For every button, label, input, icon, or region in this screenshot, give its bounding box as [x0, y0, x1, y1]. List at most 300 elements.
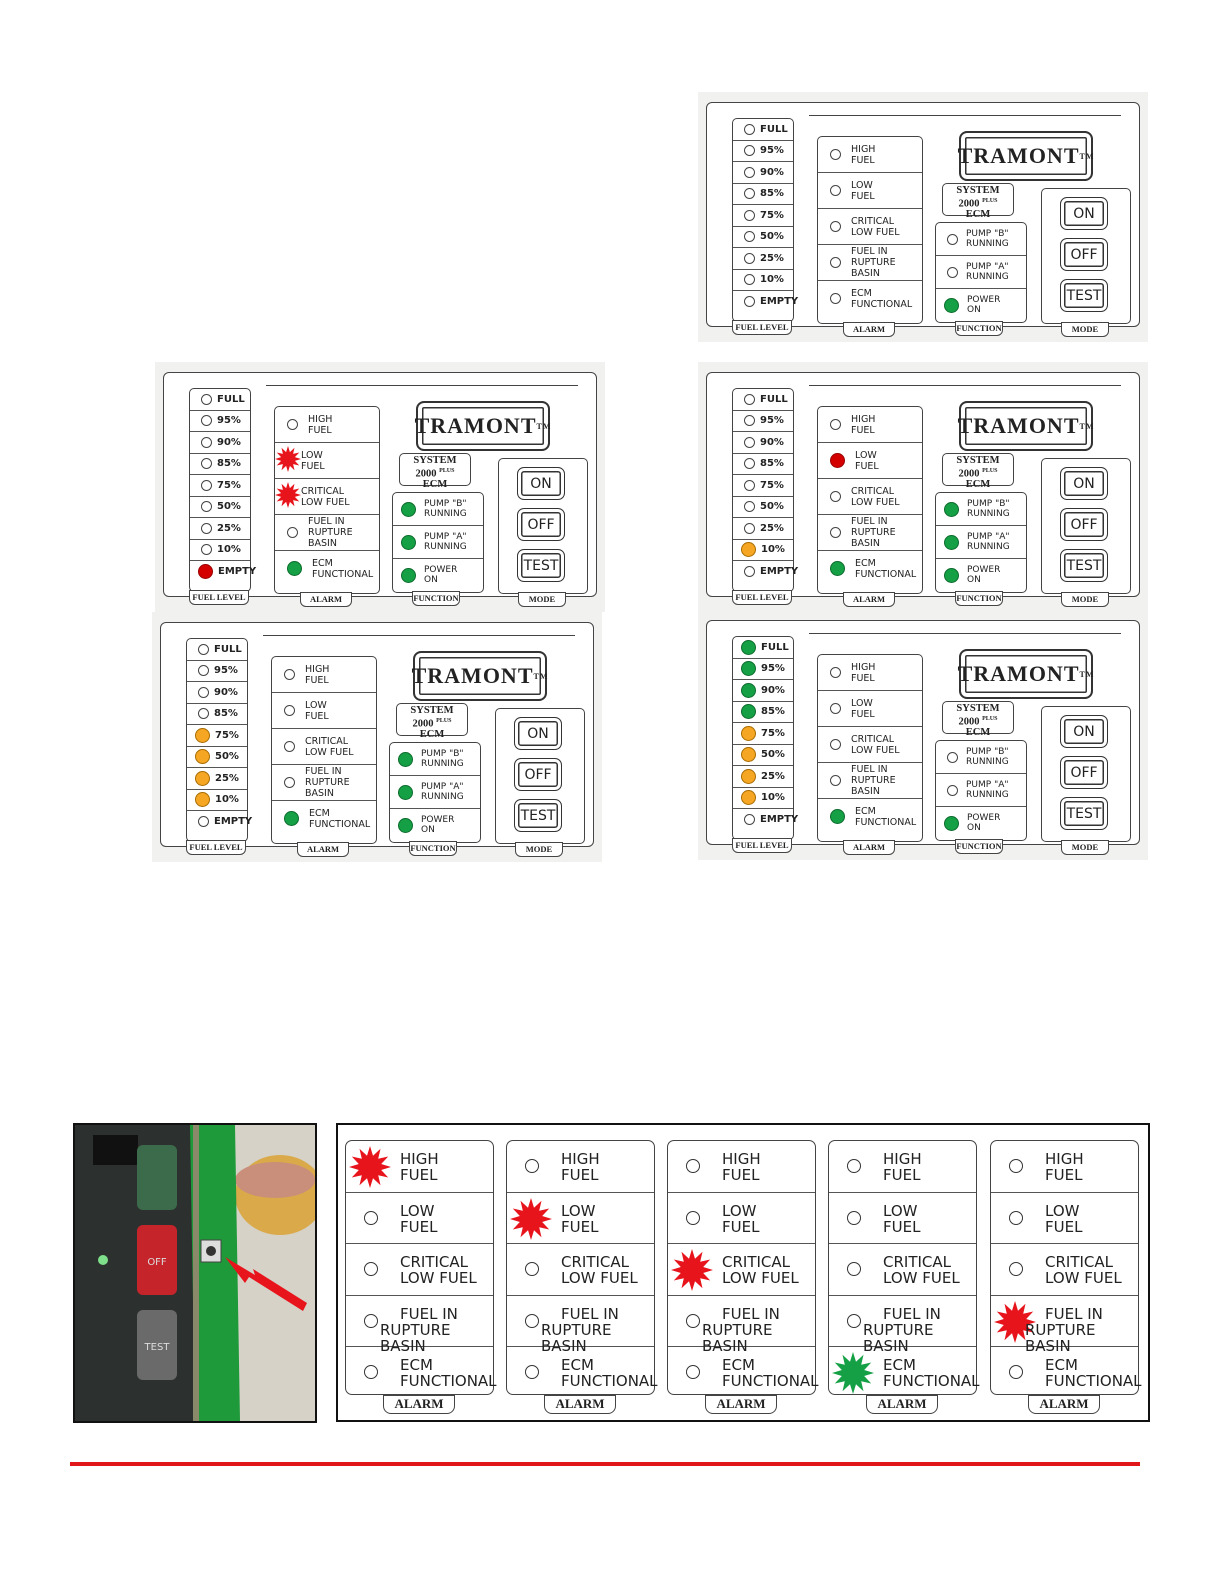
alarm-label: HIGH FUEL — [400, 1150, 439, 1184]
alarm-row — [829, 1296, 976, 1355]
fuel-level-tag: FUEL LEVEL — [186, 840, 246, 855]
function-indicator-led — [401, 502, 416, 517]
function-row — [936, 256, 1026, 289]
mode-test-button[interactable]: TEST — [1060, 549, 1108, 582]
fuel-level-label: EMPTY — [214, 815, 253, 827]
system-badge: SYSTEM 2000 $^{PLUS}$ ECM — [399, 453, 471, 486]
alarm-column — [271, 656, 377, 844]
alarm-label: LOW FUEL — [400, 1201, 438, 1236]
fuel-indicator-led — [744, 566, 755, 577]
fuel-indicator-led — [744, 167, 755, 178]
fuel-level-label: 90% — [217, 436, 241, 448]
alarm-row — [668, 1193, 815, 1245]
fuel-level-row — [733, 766, 793, 788]
fuel-level-row — [733, 119, 793, 141]
alarm-label: HIGH FUEL — [305, 663, 330, 686]
fuel-indicator-led — [198, 708, 209, 719]
function-row — [936, 741, 1026, 774]
mode-test-button[interactable]: TEST — [517, 549, 565, 582]
alarm-row — [818, 727, 922, 763]
function-indicator-led — [401, 535, 416, 550]
fuel-level-label: 25% — [760, 252, 784, 264]
alarm-row — [829, 1347, 980, 1398]
alarm-row — [507, 1296, 654, 1355]
fuel-level-label: 10% — [761, 792, 785, 804]
fuel-indicator-led — [198, 564, 213, 579]
function-indicator-led — [947, 785, 958, 796]
alarm-row — [507, 1244, 654, 1296]
alarm-tag: ALARM — [297, 842, 349, 857]
fuel-level-label: 50% — [215, 751, 239, 763]
function-label: PUMP "A" RUNNING — [966, 262, 1009, 282]
alarm-tag: ALARM — [843, 592, 895, 607]
fuel-indicator-led — [744, 124, 755, 135]
alarm-row — [275, 515, 379, 551]
fuel-level-row — [187, 682, 247, 704]
alarm-label: FUEL IN RUPTURE BASIN — [851, 246, 896, 279]
fuel-level-row — [187, 790, 247, 812]
alarm-row — [818, 799, 922, 834]
fuel-indicator-led — [741, 726, 756, 741]
alarm-row — [818, 479, 922, 515]
fuel-level-label: 50% — [760, 501, 784, 513]
fuel-indicator-led — [195, 771, 210, 786]
function-indicator-led — [398, 818, 413, 833]
alarm-label: FUEL IN RUPTURE BASIN — [702, 1304, 780, 1355]
alarm-tag: ALARM — [843, 322, 895, 337]
alarm-label: CRITICAL LOW FUEL — [1045, 1253, 1122, 1288]
function-row — [393, 526, 483, 559]
alarm-row — [818, 443, 922, 479]
alarm-label: CRITICAL LOW FUEL — [722, 1253, 799, 1288]
alarm-indicator-led — [830, 491, 841, 502]
fuel-level-label: 50% — [761, 749, 785, 761]
mode-on-button[interactable]: ON — [1060, 467, 1108, 500]
fuel-level-row — [187, 661, 247, 683]
function-label: PUMP "A" RUNNING — [967, 532, 1010, 552]
alarm-row — [818, 515, 922, 551]
alarm-sequence-strip — [336, 1123, 1150, 1422]
function-label: PUMP "B" RUNNING — [421, 749, 464, 769]
alarm-label: FUEL IN RUPTURE BASIN — [380, 1304, 458, 1355]
fuel-level-tag: FUEL LEVEL — [732, 838, 792, 853]
fuel-level-row — [187, 704, 247, 726]
alarm-row — [818, 551, 922, 586]
fuel-level-label: 10% — [761, 544, 785, 556]
fuel-level-label: 90% — [761, 684, 785, 696]
fuel-level-row — [733, 745, 793, 767]
fuel-level-row — [733, 809, 799, 830]
control-panel-bottom-left — [152, 612, 602, 862]
alarm-label: CRITICAL LOW FUEL — [301, 485, 350, 508]
mode-column — [1041, 188, 1131, 324]
fuel-level-row — [733, 540, 793, 562]
mode-off-button[interactable]: OFF — [517, 508, 565, 541]
fuel-indicator-led — [198, 665, 209, 676]
alarm-indicator-led — [287, 561, 302, 576]
fuel-level-row — [733, 497, 793, 519]
fuel-level-row — [190, 497, 250, 519]
fuel-indicator-led — [198, 687, 209, 698]
fuel-level-label: 10% — [215, 794, 239, 806]
tramont-logo: TRAMONT TM — [416, 401, 550, 451]
alarm-label: ECM FUNCTIONAL — [883, 1356, 980, 1391]
alarm-indicator-ring — [525, 1365, 539, 1379]
mode-test-button[interactable]: TEST — [514, 799, 562, 832]
alarm-row — [346, 1141, 493, 1193]
mode-column — [1041, 706, 1131, 842]
fuel-indicator-led — [744, 296, 755, 307]
mode-tag: MODE — [518, 592, 566, 607]
alarm-indicator-led — [830, 221, 841, 232]
function-indicator-led — [947, 234, 958, 245]
fuel-level-label: EMPTY — [760, 295, 799, 307]
alarm-row — [818, 691, 922, 727]
fuel-indicator-led — [201, 523, 212, 534]
fuel-level-row — [190, 518, 250, 540]
alarm-flash-icon — [671, 1249, 713, 1294]
function-tag: FUNCTION — [409, 841, 457, 856]
fuel-level-label: 25% — [217, 522, 241, 534]
alarm-label: HIGH FUEL — [851, 413, 876, 436]
alarm-tag: ALARM — [705, 1395, 777, 1414]
alarm-row — [507, 1347, 658, 1398]
alarm-label: CRITICAL LOW FUEL — [883, 1253, 960, 1288]
function-row — [936, 289, 1026, 321]
fuel-level-row — [733, 270, 793, 292]
alarm-label: FUEL IN RUPTURE BASIN — [1025, 1304, 1103, 1355]
alarm-label: HIGH FUEL — [883, 1150, 922, 1184]
function-column — [935, 222, 1027, 323]
fuel-level-label: 85% — [217, 458, 241, 470]
panel-frame — [706, 372, 1140, 604]
mode-column — [498, 458, 588, 594]
function-label: PUMP "B" RUNNING — [966, 229, 1009, 249]
fuel-level-row — [733, 637, 793, 659]
function-indicator-led — [947, 752, 958, 763]
alarm-label: HIGH FUEL — [561, 1150, 600, 1184]
function-indicator-led — [944, 816, 959, 831]
fuel-level-label: 95% — [217, 415, 241, 427]
alarm-indicator-ring — [364, 1262, 378, 1276]
alarm-indicator-led — [830, 185, 841, 196]
fuel-level-label: 90% — [760, 166, 784, 178]
alarm-indicator-ring — [364, 1314, 378, 1328]
function-indicator-led — [947, 267, 958, 278]
alarm-label: ECM FUNCTIONAL — [855, 557, 917, 580]
fuel-level-column — [186, 638, 253, 842]
alarm-tag: ALARM — [544, 1395, 616, 1414]
alarm-row — [272, 801, 376, 836]
fuel-indicator-led — [195, 728, 210, 743]
fuel-indicator-led — [741, 683, 756, 698]
alarm-label: FUEL IN RUPTURE BASIN — [541, 1304, 619, 1355]
alarm-indicator-led — [830, 293, 841, 304]
alarm-row — [818, 245, 922, 281]
function-row — [390, 743, 480, 776]
alarm-row — [829, 1244, 976, 1296]
alarm-flash-icon — [832, 1352, 874, 1397]
fuel-level-row — [733, 659, 793, 681]
fuel-level-label: 25% — [215, 772, 239, 784]
fuel-level-row — [733, 184, 793, 206]
function-row — [936, 559, 1026, 591]
alarm-label: FUEL IN RUPTURE BASIN — [305, 766, 350, 799]
alarm-indicator-led — [284, 777, 295, 788]
alarm-row — [272, 765, 376, 801]
alarm-label: LOW FUEL — [851, 179, 875, 202]
mode-tag: MODE — [1061, 322, 1109, 337]
alarm-row — [991, 1296, 1138, 1355]
alarm-indicator-led — [284, 811, 299, 826]
fuel-indicator-led — [201, 458, 212, 469]
fuel-level-label: FULL — [761, 641, 789, 653]
function-label: PUMP "B" RUNNING — [967, 499, 1010, 519]
function-label: PUMP "B" RUNNING — [966, 747, 1009, 767]
function-column — [935, 492, 1027, 593]
alarm-label: LOW FUEL — [1045, 1201, 1083, 1236]
mode-tag: MODE — [1061, 592, 1109, 607]
fuel-level-label: 95% — [761, 663, 785, 675]
fuel-level-label: 50% — [217, 501, 241, 513]
alarm-row — [829, 1193, 976, 1245]
fuel-level-label: EMPTY — [760, 565, 799, 577]
alarm-indicator-led — [830, 667, 841, 678]
fuel-level-label: 25% — [761, 770, 785, 782]
alarm-indicator-led — [830, 775, 841, 786]
system-badge: SYSTEM 2000 $^{PLUS}$ ECM — [942, 183, 1014, 216]
alarm-column — [817, 136, 923, 324]
photo-test-label: TEST — [144, 1342, 170, 1353]
footer-red-rule — [70, 1462, 1140, 1466]
system-badge: SYSTEM 2000 $^{PLUS}$ ECM — [942, 453, 1014, 486]
alarm-label: LOW FUEL — [561, 1201, 599, 1236]
fuel-indicator-led — [741, 747, 756, 762]
panel-frame — [160, 622, 594, 854]
mode-off-button[interactable]: OFF — [1060, 238, 1108, 271]
alarm-row — [818, 407, 922, 443]
alarm-indicator-led — [287, 419, 298, 430]
fuel-indicator-led — [744, 458, 755, 469]
alarm-row — [991, 1347, 1142, 1398]
function-row — [390, 809, 480, 841]
fuel-indicator-led — [744, 501, 755, 512]
alarm-indicator-ring — [686, 1211, 700, 1225]
fuel-level-label: FULL — [760, 393, 788, 405]
alarm-row — [272, 693, 376, 729]
alarm-indicator-ring — [525, 1314, 539, 1328]
alarm-state-column — [990, 1140, 1142, 1395]
alarm-indicator-ring — [847, 1314, 861, 1328]
alarm-tag: ALARM — [866, 1395, 938, 1414]
fuel-indicator-led — [741, 704, 756, 719]
alarm-label: FUEL IN RUPTURE BASIN — [863, 1304, 941, 1355]
fuel-indicator-led — [744, 231, 755, 242]
function-label: POWER ON — [424, 565, 458, 585]
mode-column — [1041, 458, 1131, 594]
fuel-level-label: 75% — [760, 479, 784, 491]
fuel-level-tag: FUEL LEVEL — [732, 590, 792, 605]
system-badge: SYSTEM 2000 $^{PLUS}$ ECM — [396, 703, 468, 736]
fuel-level-row — [190, 561, 257, 582]
alarm-label: HIGH FUEL — [851, 143, 876, 166]
function-row — [936, 526, 1026, 559]
fuel-indicator-led — [744, 814, 755, 825]
fuel-indicator-led — [198, 644, 209, 655]
fuel-level-label: 95% — [760, 145, 784, 157]
mode-tag: MODE — [1061, 840, 1109, 855]
mode-off-button[interactable]: OFF — [1060, 756, 1108, 789]
fuel-indicator-led — [741, 542, 756, 557]
fuel-indicator-led — [744, 274, 755, 285]
function-tag: FUNCTION — [955, 591, 1003, 606]
alarm-label: CRITICAL LOW FUEL — [851, 733, 900, 756]
mode-test-button[interactable]: TEST — [1060, 279, 1108, 312]
fuel-level-column — [189, 388, 257, 592]
fuel-level-row — [733, 723, 793, 745]
alarm-indicator-ring — [1009, 1365, 1023, 1379]
fuel-level-tag: FUEL LEVEL — [732, 320, 792, 335]
alarm-row — [991, 1141, 1138, 1193]
fuel-level-row — [187, 725, 247, 747]
mode-on-button[interactable]: ON — [1060, 715, 1108, 748]
function-column — [389, 742, 481, 843]
alarm-indicator-ring — [525, 1159, 539, 1173]
alarm-label: LOW FUEL — [855, 449, 879, 472]
fuel-level-label: 95% — [760, 415, 784, 427]
fuel-indicator-led — [744, 210, 755, 221]
alarm-row — [346, 1296, 493, 1355]
fuel-indicator-led — [201, 501, 212, 512]
alarm-tag: ALARM — [383, 1395, 455, 1414]
tramont-logo: TRAMONT TM — [959, 649, 1093, 699]
control-panel-top-right — [698, 92, 1148, 342]
alarm-indicator-ring — [1009, 1262, 1023, 1276]
mode-test-button[interactable]: TEST — [1060, 797, 1108, 830]
fuel-level-row — [190, 540, 250, 562]
alarm-row — [275, 443, 379, 479]
fuel-level-row — [190, 389, 250, 411]
fuel-indicator-led — [741, 769, 756, 784]
fuel-level-label: 85% — [760, 188, 784, 200]
fuel-indicator-led — [201, 437, 212, 448]
mode-off-button[interactable]: OFF — [1060, 508, 1108, 541]
alarm-state-column — [345, 1140, 497, 1395]
alarm-row — [818, 763, 922, 799]
fuel-indicator-led — [744, 253, 755, 264]
fuel-level-row — [733, 411, 793, 433]
function-row — [936, 493, 1026, 526]
alarm-row — [507, 1141, 654, 1193]
alarm-flash-icon — [510, 1198, 552, 1243]
fuel-level-label: 75% — [761, 727, 785, 739]
alarm-row — [668, 1141, 815, 1193]
function-indicator-led — [944, 298, 959, 313]
alarm-indicator-ring — [686, 1314, 700, 1328]
alarm-label: ECM FUNCTIONAL — [400, 1356, 497, 1391]
fuel-level-column — [732, 388, 799, 592]
alarm-label: FUEL IN RUPTURE BASIN — [851, 516, 896, 549]
alarm-indicator-led — [830, 453, 845, 468]
alarm-label: CRITICAL LOW FUEL — [561, 1253, 638, 1288]
fuel-level-label: 85% — [761, 706, 785, 718]
fuel-indicator-led — [198, 816, 209, 827]
fuel-level-column — [732, 118, 799, 322]
mode-column — [495, 708, 585, 844]
fuel-indicator-led — [744, 415, 755, 426]
mode-on-button[interactable]: ON — [514, 717, 562, 750]
fuel-level-row — [190, 454, 250, 476]
fuel-indicator-led — [195, 792, 210, 807]
alarm-state-column — [828, 1140, 980, 1395]
alarm-label: ECM FUNCTIONAL — [312, 557, 374, 580]
alarm-row — [272, 729, 376, 765]
fuel-level-label: 75% — [215, 729, 239, 741]
alarm-state-column — [506, 1140, 658, 1395]
fuel-indicator-led — [741, 640, 756, 655]
alarm-indicator-led — [830, 739, 841, 750]
fuel-level-row — [733, 518, 793, 540]
mode-on-button[interactable]: ON — [517, 467, 565, 500]
fuel-level-label: EMPTY — [760, 813, 799, 825]
panel-frame — [706, 102, 1140, 334]
mode-off-button[interactable]: OFF — [514, 758, 562, 791]
alarm-label: ECM FUNCTIONAL — [1045, 1356, 1142, 1391]
tramont-logo: TRAMONT TM — [959, 131, 1093, 181]
function-tag: FUNCTION — [955, 321, 1003, 336]
function-indicator-led — [944, 535, 959, 550]
fuel-level-label: 90% — [760, 436, 784, 448]
function-row — [390, 776, 480, 809]
alarm-label: CRITICAL LOW FUEL — [400, 1253, 477, 1288]
fuel-level-label: 85% — [760, 458, 784, 470]
fuel-level-row — [190, 475, 250, 497]
fuel-indicator-led — [741, 790, 756, 805]
fuel-level-label: 85% — [214, 708, 238, 720]
alarm-label: ECM FUNCTIONAL — [722, 1356, 819, 1391]
alarm-label: CRITICAL LOW FUEL — [851, 215, 900, 238]
alarm-row — [818, 173, 922, 209]
mode-on-button[interactable]: ON — [1060, 197, 1108, 230]
alarm-row — [991, 1244, 1138, 1296]
alarm-row — [818, 655, 922, 691]
function-indicator-led — [398, 785, 413, 800]
alarm-row — [668, 1244, 815, 1296]
alarm-label: HIGH FUEL — [308, 413, 333, 436]
alarm-indicator-led — [287, 527, 298, 538]
fuel-level-row — [733, 561, 799, 582]
function-label: PUMP "A" RUNNING — [966, 780, 1009, 800]
function-indicator-led — [944, 568, 959, 583]
alarm-label: FUEL IN RUPTURE BASIN — [851, 764, 896, 797]
fuel-level-tag: FUEL LEVEL — [189, 590, 249, 605]
alarm-tag: ALARM — [843, 840, 895, 855]
fuel-level-label: 10% — [760, 274, 784, 286]
fuel-level-label: 75% — [217, 479, 241, 491]
alarm-row — [668, 1347, 819, 1398]
panel-frame — [163, 372, 597, 604]
fuel-level-row — [733, 475, 793, 497]
alarm-column — [817, 406, 923, 594]
alarm-indicator-ring — [686, 1365, 700, 1379]
function-row — [936, 223, 1026, 256]
fuel-indicator-led — [744, 394, 755, 405]
function-row — [936, 807, 1026, 839]
fuel-level-row — [187, 768, 247, 790]
fuel-level-label: 90% — [214, 686, 238, 698]
fuel-level-row — [733, 141, 793, 163]
function-indicator-led — [398, 752, 413, 767]
